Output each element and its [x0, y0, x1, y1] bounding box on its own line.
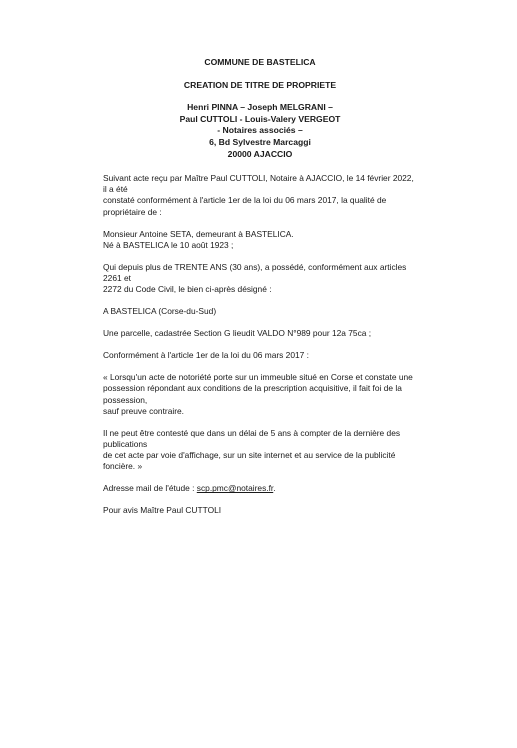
- mail-label: Adresse mail de l'étude :: [103, 483, 197, 494]
- mail-paragraph: [103, 483, 415, 494]
- email-link[interactable]: scp.pmc@notaires.fr: [196, 483, 274, 494]
- notaries-line: - Notaires associés –: [217, 125, 303, 136]
- parcel-paragraph: Une parcelle, cadastrée Section G lieudit VALDO N°989 pour 12a 75ca ;: [103, 328, 372, 339]
- text-line: de cet acte par voie d'affichage, sur un site internet et au service de la publicité foncière. »: [103, 450, 396, 472]
- intro-paragraph: [103, 173, 415, 218]
- location-paragraph: A BASTELICA (Corse-du-Sud): [103, 306, 217, 317]
- notaries-line: Paul CUTTOLI - Louis-Valery VERGEOT: [179, 113, 341, 124]
- text-line: Qui depuis plus de TRENTE ANS (30 ans), a possédé, conformément aux articles 2261 et: [103, 261, 407, 284]
- text-line: Il ne peut être contesté que dans un délai de 5 ans à compter de la dernière des publications: [103, 427, 401, 450]
- text-line: constaté conformément à l'article 1er de la loi du 06 mars 2017, la qualité de propriétaire de :: [103, 195, 387, 217]
- conformity-paragraph: Conformément à l'article 1er de la loi du 06 mars 2017 :: [103, 350, 309, 361]
- owner-paragraph: [103, 229, 415, 251]
- mail-end: .: [273, 483, 276, 494]
- text-line: Né à BASTELICA le 10 août 1923 ;: [103, 239, 234, 250]
- commune-title: COMMUNE DE BASTELICA: [204, 57, 316, 67]
- text-line: « Lorsqu'un acte de notoriété porte sur un immeuble situé en Corse et constate une: [103, 372, 413, 383]
- quote-paragraph: [103, 372, 415, 417]
- text-line: Suivant acte reçu par Maître Paul CUTTOLI, Notaire à AJACCIO, le 14 février 2022, il a été: [103, 173, 414, 195]
- notice-header: [100, 57, 420, 160]
- notaries-line: Henri PINNA – Joseph MELGRANI –: [187, 102, 333, 113]
- text-line: possession répondant aux conditions de la prescription acquisitive, il fait foi de la possession,: [103, 383, 402, 405]
- contest-paragraph: [103, 428, 415, 473]
- signature-line: Pour avis Maître Paul CUTTOLI: [103, 505, 222, 516]
- possession-paragraph: [103, 262, 415, 296]
- notice-body: [103, 173, 415, 527]
- text-line: Monsieur Antoine SETA, demeurant à BASTELICA.: [103, 228, 294, 239]
- text-line: sauf preuve contraire.: [103, 405, 185, 416]
- office-city: 20000 AJACCIO: [227, 148, 293, 159]
- office-address: 6, Bd Sylvestre Marcaggi: [209, 136, 311, 147]
- subject-title: CREATION DE TITRE DE PROPRIETE: [183, 79, 337, 90]
- text-line: 2272 du Code Civil, le bien ci-après désigné :: [103, 284, 272, 295]
